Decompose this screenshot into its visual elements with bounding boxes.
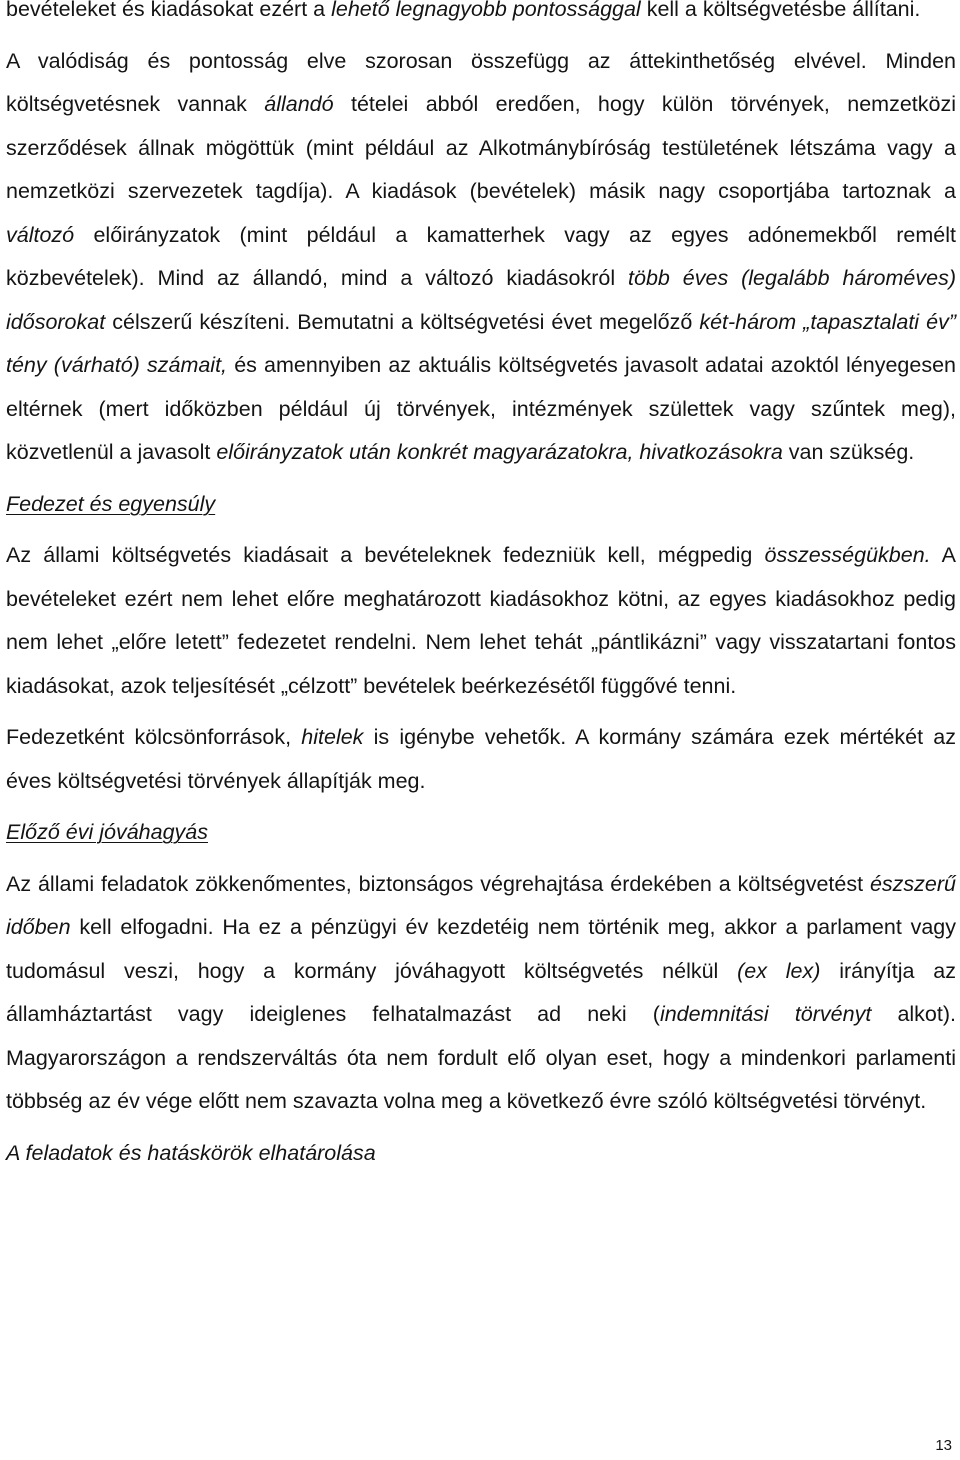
text-run: célszerű készíteni. Bemutatni a költségvetési évet megelőző	[105, 309, 700, 334]
italic-run: több éves (legalább hároméves) idősorokat	[6, 266, 956, 334]
text-run: Fedezetként kölcsönforrások,	[6, 725, 302, 749]
text-run: is igénybe vehetők. A kormány számára ezek mértékét az éves költségvetési törvények állapítják meg.	[6, 725, 956, 793]
italic-run: észszerű időben	[6, 871, 956, 939]
italic-run: összességükben.	[764, 543, 931, 567]
document-page	[6, 0, 956, 1175]
text-run: A valódiság és pontosság elve szorosan összefügg az áttekinthetőség elvével. Minden költségvetésnek vannak	[6, 48, 956, 116]
text-run: kell a költségvetésbe állítani.	[640, 0, 921, 21]
italic-run: állandó	[264, 92, 334, 116]
page-number: 13	[935, 1437, 952, 1454]
paragraph-accuracy-end	[6, 0, 956, 32]
text-run: van szükség.	[782, 440, 915, 464]
paragraph-prior-approval	[6, 863, 956, 1124]
italic-run: lehető legnagyobb pontossággal	[331, 0, 641, 21]
paragraph-coverage	[6, 534, 956, 708]
italic-run: indemnitási törvényt	[659, 1002, 872, 1026]
paragraph-credit	[6, 716, 956, 803]
text-run: Az állami költségvetés kiadásait a bevételeknek fedezniük kell, mégpedig	[6, 543, 765, 567]
text-run: tételei abból eredően, hogy külön törvények, nemzetközi szerződések állnak mögöttük (mint például az Alkotmánybíróság testületének létszáma vagy a nemzetközi szervezetek tagdíja). A kiadások (bevételek) másik nagy csoportjába tartoznak a	[6, 92, 956, 203]
text-run: A bevételeket ezért nem lehet előre meghatározott kiadásokhoz kötni, az egyes kiadásokhoz pedig nem lehet „előre letett” fedezetet rendelni. Nem lehet tehát „pántlikázni” vagy visszatartani fontos kiadásokat, azok teljesítését „célzott” bevételek beérkezésétől függővé tenni.	[6, 543, 956, 698]
text-run: Az állami feladatok zökkenőmentes, biztonságos végrehajtása érdekében a költségvetést	[6, 871, 870, 896]
section-heading-competences: A feladatok és hatáskörök elhatárolása	[6, 1140, 376, 1165]
text-run: előirányzatok (mint például a kamatterhek vagy az egyes adónemekből remélt közbevételek). Mind az állandó, mind a változó kiadásokról	[6, 222, 956, 290]
text-run: irányítja az államháztartást vagy ideiglenes felhatalmazást ad neki (	[6, 958, 957, 1026]
italic-run: hitelek	[301, 725, 364, 749]
section-heading-coverage: Fedezet és egyensúly	[6, 491, 216, 516]
italic-run: előirányzatok után konkrét magyarázatokra, hivatkozásokra	[216, 440, 783, 464]
italic-run: két-három „tapasztalati év” tény (várható) számait,	[6, 309, 956, 377]
paragraph-transparency	[6, 40, 956, 475]
text-run: kell elfogadni. Ha ez a pénzügyi év kezdetéig nem történik meg, akkor a parlament vagy tudomásul veszi, hogy a kormány jóváhagyott költségvetés nélkül	[6, 915, 956, 983]
section-heading-prior-approval: Előző évi jóváhagyás	[6, 820, 208, 844]
text-run: alkot). Magyarországon a rendszerváltás óta nem fordult elő olyan eset, hogy a mindenkori parlamenti többség az év vége előtt nem szavazta volna meg a következő évre szóló költségvetési törvényt.	[6, 1002, 956, 1113]
italic-run: (ex lex)	[737, 958, 821, 983]
text-run: és amennyiben az aktuális költségvetés javasolt adatai azoktól lényegesen eltérnek (mert időközben például új törvények, intézmények születtek vagy szűntek meg), közvetlenül a javasolt	[6, 353, 956, 464]
italic-run: változó	[6, 222, 75, 247]
text-run: bevételeket és kiadásokat ezért a	[6, 0, 332, 21]
